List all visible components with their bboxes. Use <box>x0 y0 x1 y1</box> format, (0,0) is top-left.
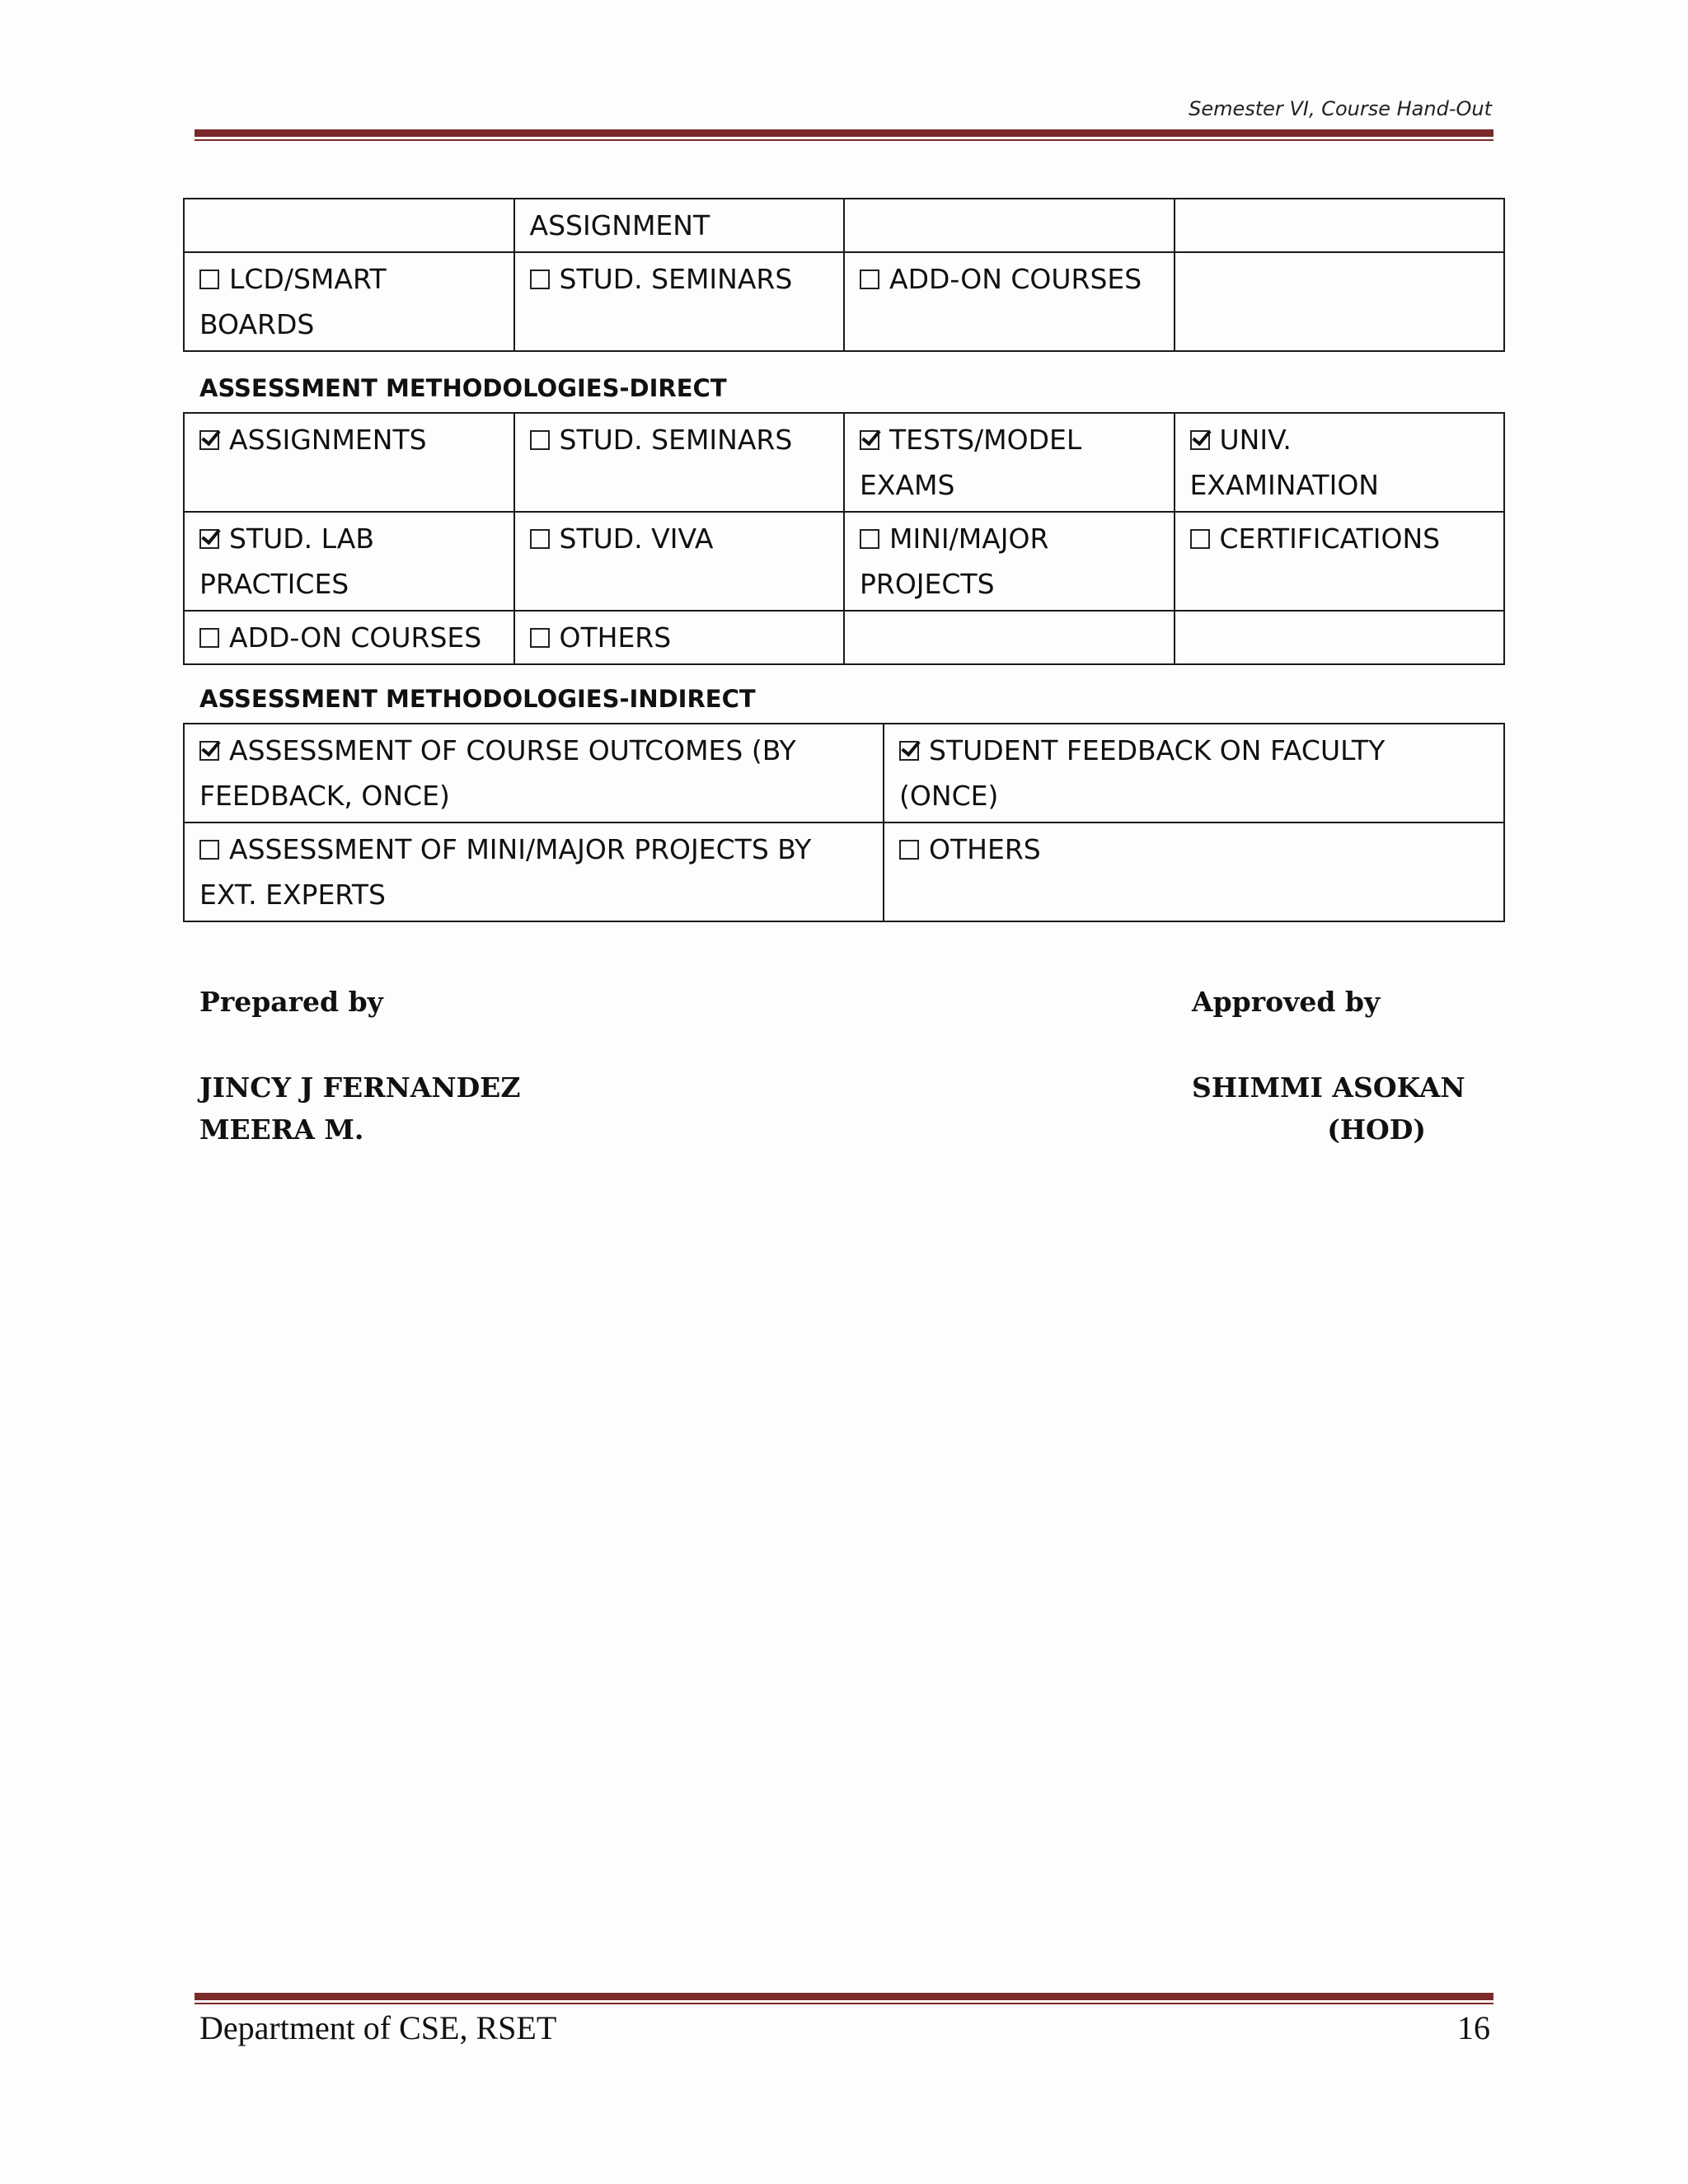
table-row <box>184 724 1504 823</box>
direct-assessment-table <box>183 412 1505 665</box>
table-cell <box>884 823 1504 921</box>
table-cell <box>844 252 1175 351</box>
table-cell <box>514 611 845 664</box>
table-cell <box>1175 611 1505 664</box>
cell-text: CERTIFICATIONS <box>1219 523 1441 555</box>
table-cell <box>184 512 514 611</box>
cell-text: OTHERS <box>559 621 672 654</box>
table-cell <box>184 413 514 512</box>
unchecked-box-icon <box>199 628 219 648</box>
direct-section-title: ASSESSMENT METHODOLOGIES-DIRECT <box>199 374 727 402</box>
prepared-name-2: MEERA M. <box>199 1113 364 1146</box>
cell-text: STUD. SEMINARS <box>559 263 793 295</box>
approved-role: (HOD) <box>1327 1113 1426 1146</box>
approved-by-label: Approved by <box>1192 986 1381 1018</box>
checked-box-icon <box>199 741 219 761</box>
table-cell <box>844 611 1175 664</box>
table-cell <box>1175 413 1505 512</box>
cell-text: ADD-ON COURSES <box>889 263 1142 295</box>
page-number: 16 <box>1457 2009 1490 2046</box>
prepared-name-1: JINCY J FERNANDEZ <box>199 1071 521 1104</box>
table-cell <box>184 199 514 252</box>
cell-text: STUD. SEMINARS <box>559 424 793 456</box>
table-row <box>184 823 1504 921</box>
cell-text: ASSESSMENT OF MINI/MAJOR PROJECTS BY EXT. EXPERTS <box>199 833 812 911</box>
table-row <box>184 252 1504 351</box>
table-cell <box>184 823 884 921</box>
unchecked-box-icon <box>530 269 550 289</box>
prepared-by-label: Prepared by <box>199 986 383 1018</box>
unchecked-box-icon <box>199 269 219 289</box>
unchecked-box-icon <box>530 628 550 648</box>
unchecked-box-icon <box>860 269 879 289</box>
teaching-methods-table <box>183 198 1505 352</box>
table-cell <box>514 252 845 351</box>
cell-text: MINI/MAJOR PROJECTS <box>860 523 1049 600</box>
checked-box-icon <box>899 741 919 761</box>
footer-rule <box>195 1993 1493 2004</box>
cell-text: ASSESSMENT OF COURSE OUTCOMES (BY FEEDBACK, ONCE) <box>199 734 796 812</box>
table-row <box>184 611 1504 664</box>
table-cell <box>184 611 514 664</box>
checked-box-icon <box>199 430 219 450</box>
table-row <box>184 512 1504 611</box>
checked-box-icon <box>1190 430 1210 450</box>
checked-box-icon <box>199 529 219 549</box>
table-cell <box>184 252 514 351</box>
table-cell <box>514 512 845 611</box>
cell-text: STUD. VIVA <box>559 523 714 555</box>
footer-department: Department of CSE, RSET <box>199 2009 557 2046</box>
table-cell <box>844 413 1175 512</box>
unchecked-box-icon <box>860 529 879 549</box>
table-cell <box>514 199 845 252</box>
unchecked-box-icon <box>199 840 219 860</box>
table-cell <box>1175 199 1505 252</box>
table-cell <box>1175 512 1505 611</box>
table-cell <box>514 413 845 512</box>
running-header: Semester VI, Course Hand-Out <box>1189 97 1492 120</box>
cell-text: LCD/SMART BOARDS <box>199 263 387 340</box>
table-cell <box>884 724 1504 823</box>
unchecked-box-icon <box>530 529 550 549</box>
table-cell <box>844 199 1175 252</box>
table-row <box>184 199 1504 252</box>
checked-box-icon <box>860 430 879 450</box>
cell-text: ADD-ON COURSES <box>229 621 482 654</box>
cell-text: ASSIGNMENT <box>529 209 710 241</box>
indirect-assessment-table <box>183 723 1505 922</box>
approved-name: SHIMMI ASOKAN <box>1192 1071 1465 1104</box>
indirect-section-title: ASSESSMENT METHODOLOGIES-INDIRECT <box>199 685 756 713</box>
cell-text: STUD. LAB PRACTICES <box>199 523 375 600</box>
unchecked-box-icon <box>899 840 919 860</box>
unchecked-box-icon <box>1190 529 1210 549</box>
table-cell <box>844 512 1175 611</box>
cell-text: TESTS/MODEL EXAMS <box>860 424 1082 501</box>
table-row <box>184 413 1504 512</box>
cell-text: UNIV. EXAMINATION <box>1189 424 1379 501</box>
table-cell <box>1175 252 1505 351</box>
cell-text: OTHERS <box>929 833 1041 865</box>
cell-text: STUDENT FEEDBACK ON FACULTY (ONCE) <box>899 734 1386 812</box>
unchecked-box-icon <box>530 430 550 450</box>
header-rule <box>195 129 1493 141</box>
table-cell <box>184 724 884 823</box>
cell-text: ASSIGNMENTS <box>229 424 427 456</box>
